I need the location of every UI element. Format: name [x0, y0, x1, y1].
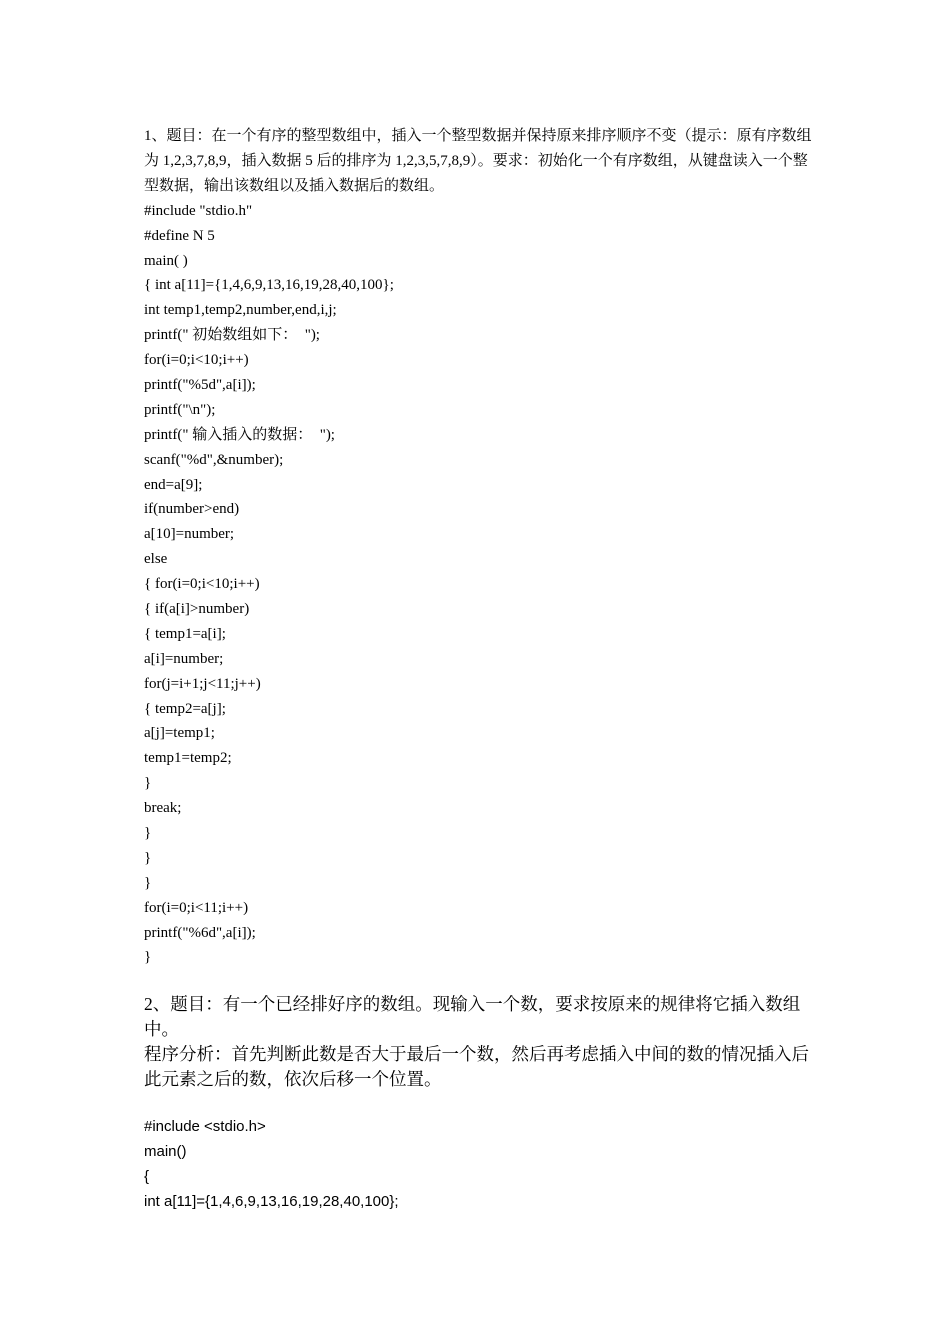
code-line: { for(i=0;i<10;i++): [144, 576, 260, 593]
question-2-title: 2、题目：有一个已经排好序的数组。现输入一个数，要求按原来的规律将它插入数组中。: [144, 994, 801, 1039]
question-1-intro: 1、题目：在一个有序的整型数组中，插入一个整型数据并保持原来排序顺序不变（提示：原有序数组为 1,2,3,7,8,9，插入数据 5 后的排序为 1,2,3,5,7,8,9）。要求：初始化一个有序数组，从键盘读入一个整型数据，输出该数组以及插入数据后的数组。: [144, 128, 812, 194]
code-line: printf("%6d",a[i]);: [144, 924, 256, 941]
code-line: { if(a[i]>number): [144, 600, 250, 617]
code-line: a[j]=temp1;: [144, 725, 215, 742]
code-line: if(number>end): [144, 501, 240, 518]
code-line: { temp1=a[i];: [144, 625, 226, 642]
code-line: printf("%5d",a[i]);: [144, 376, 256, 393]
code-line: int temp1,temp2,number,end,i,j;: [144, 302, 337, 319]
code-line: end=a[9];: [144, 476, 203, 493]
code-line: #include <stdio.h>: [144, 1118, 266, 1135]
code-line: {: [144, 1168, 150, 1185]
code-line: }: [144, 824, 152, 841]
code-line: int a[11]={1,4,6,9,13,16,19,28,40,100};: [144, 1193, 399, 1210]
code-line: scanf("%d",&number);: [144, 451, 284, 468]
code-line: }: [144, 849, 152, 866]
code-line: }: [144, 949, 152, 966]
question-2-analysis: 程序分析：首先判断此数是否大于最后一个数，然后再考虑插入中间的数的情况插入后此元素之后的数，依次后移一个位置。: [144, 1044, 809, 1089]
code-line: }: [144, 874, 152, 891]
code-line: printf("\n");: [144, 401, 216, 418]
code-line: main(): [144, 1143, 187, 1160]
code-line: for(j=i+1;j<11;j++): [144, 675, 261, 692]
code-line: temp1=temp2;: [144, 750, 232, 767]
code-line: { int a[11]={1,4,6,9,13,16,19,28,40,100};: [144, 277, 394, 294]
code-line: { temp2=a[j];: [144, 700, 226, 717]
code-line: printf(" 初始数组如下： ");: [144, 327, 320, 344]
question-1-code: [144, 199, 814, 971]
code-line: break;: [144, 800, 182, 817]
code-line: printf(" 输入插入的数据： ");: [144, 426, 335, 443]
question-2-code: [144, 1114, 814, 1214]
code-line: a[i]=number;: [144, 650, 224, 667]
code-line: #include "stdio.h": [144, 202, 253, 219]
question-2: [144, 992, 814, 1092]
question-1: [144, 124, 814, 970]
code-line: }: [144, 775, 152, 792]
code-line: for(i=0;i<11;i++): [144, 899, 249, 916]
code-line: else: [144, 551, 168, 568]
code-line: a[10]=number;: [144, 526, 235, 543]
code-line: #define N 5: [144, 227, 215, 244]
code-line: for(i=0;i<10;i++): [144, 352, 249, 369]
code-line: main( ): [144, 252, 188, 269]
